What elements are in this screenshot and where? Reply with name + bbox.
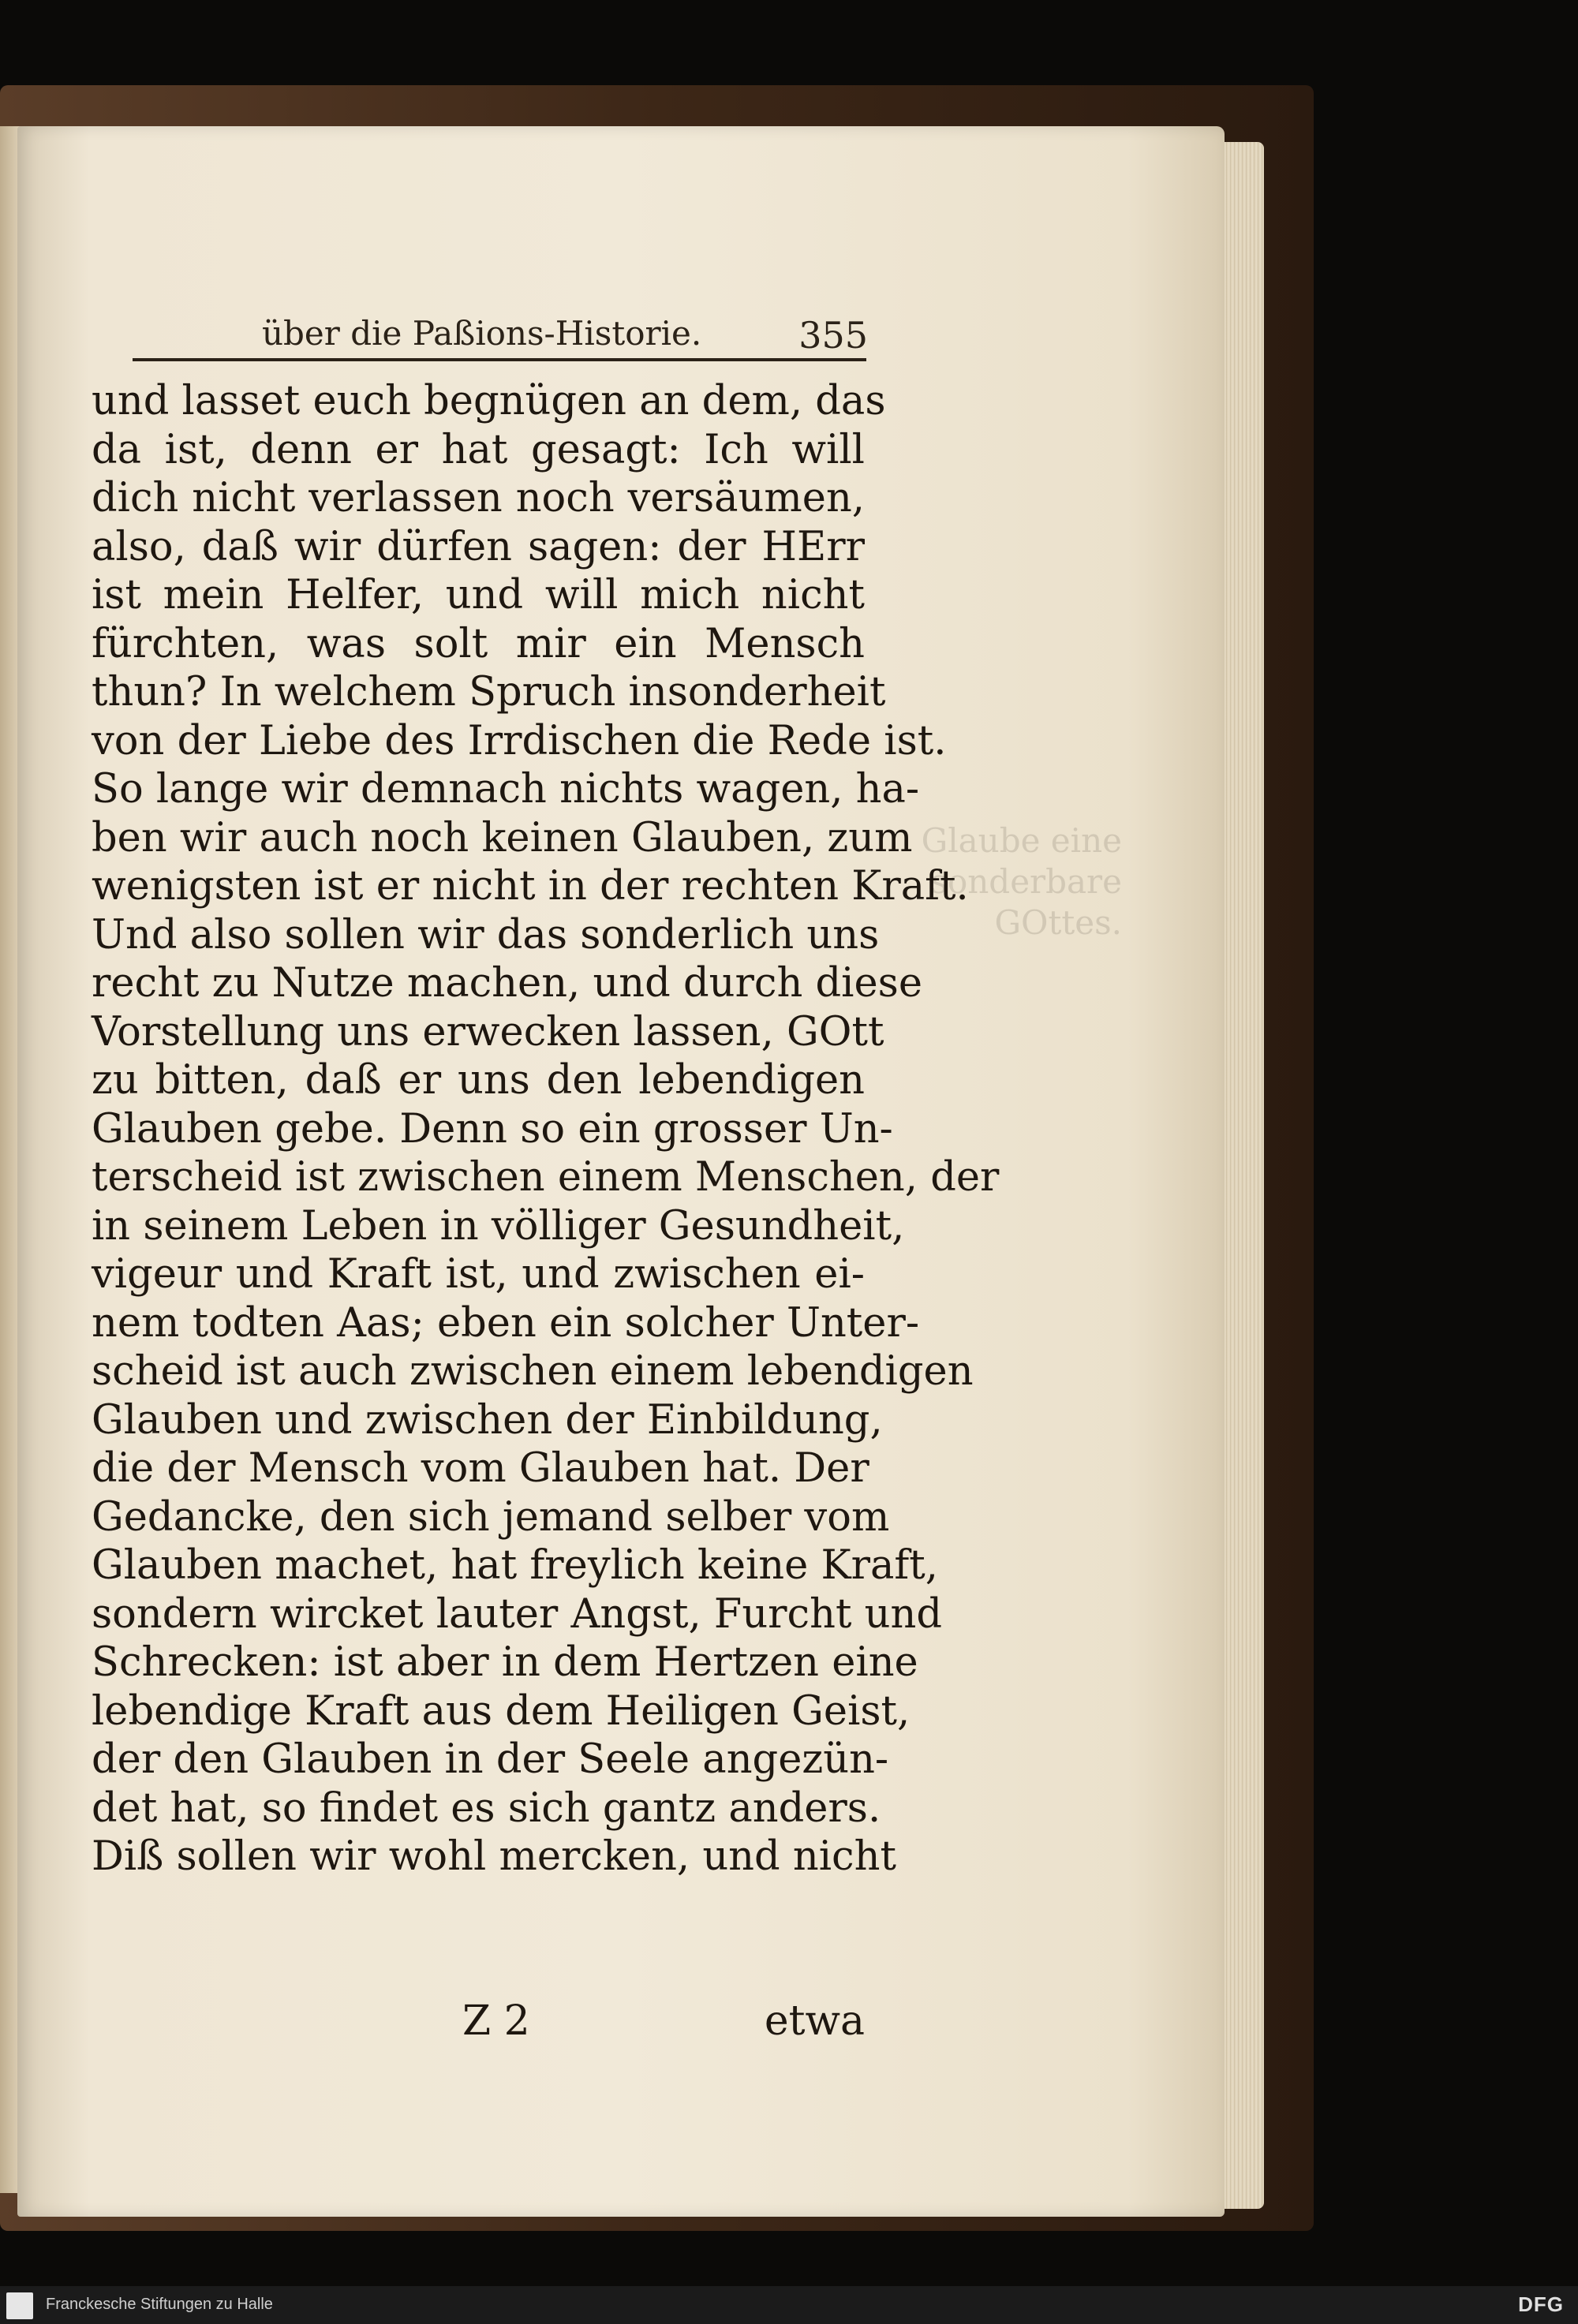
text-line: zu bitten, daß er uns den lebendigen <box>92 1057 865 1104</box>
text-line: thun? In welchem Spruch insonderheit <box>92 669 886 716</box>
footer-bar <box>0 2286 1578 2324</box>
text-line: Schrecken: ist aber in dem Hertzen eine <box>92 1639 918 1686</box>
text-line: der den Glauben in der Seele angezün- <box>92 1736 889 1783</box>
text-line: Glauben gebe. Denn so ein grosser Un- <box>92 1105 893 1153</box>
text-line: von der Liebe des Irrdischen die Rede ist. <box>92 717 947 764</box>
text-line: die der Mensch vom Glauben hat. Der <box>92 1445 869 1492</box>
dfg-logo: DFG <box>1518 2292 1564 2316</box>
text-line: Glauben machet, hat freylich keine Kraft, <box>92 1542 939 1589</box>
running-title: über die Paßions-Historie. <box>262 314 702 353</box>
text-line: vigeur und Kraft ist, und zwischen ei- <box>92 1251 865 1298</box>
text-line: in seinem Leben in völliger Gesundheit, <box>92 1202 905 1250</box>
text-line: dich nicht verlassen noch versäumen, <box>92 475 865 521</box>
page-header <box>134 314 868 361</box>
text-line: fürchten, was solt mir ein Mensch <box>92 620 865 667</box>
text-line: wenigsten ist er nicht in der rechten Kraft. <box>92 863 969 910</box>
catchline <box>92 1997 865 2045</box>
text-line: ist mein Helfer, und will mich nicht <box>92 572 865 618</box>
page-number: 355 <box>798 314 868 357</box>
text-line: Und also sollen wir das sonderlich uns <box>92 911 880 958</box>
text-line: da ist, denn er hat gesagt: Ich will <box>92 426 865 473</box>
text-line: ben wir auch noch keinen Glauben, zum <box>92 814 913 861</box>
show-through-text: Glaube eine sonderbare GOttes. <box>921 821 1122 942</box>
text-line: det hat, so findet es sich gantz anders. <box>92 1784 881 1832</box>
text-line: terscheid ist zwischen einem Menschen, der <box>92 1154 1000 1201</box>
catchword: etwa <box>764 1997 865 2045</box>
text-line: lebendige Kraft aus dem Heiligen Geist, <box>92 1687 911 1735</box>
text-line: Diß sollen wir wohl mercken, und nicht <box>92 1833 896 1880</box>
text-line: So lange wir demnach nichts wagen, ha- <box>92 766 920 813</box>
text-line: sondern wircket lauter Angst, Furcht und <box>92 1590 942 1638</box>
institution-logo-icon <box>6 2292 33 2319</box>
body-text <box>92 377 1000 1881</box>
header-rule <box>133 358 866 361</box>
text-line: recht zu Nutze machen, und durch diese <box>92 960 922 1007</box>
text-line: Vorstellung uns erwecken lassen, GOtt <box>92 1008 884 1056</box>
text-line: Glauben und zwischen der Einbildung, <box>92 1396 883 1444</box>
institution-name: Franckesche Stiftungen zu Halle <box>46 2296 273 2313</box>
text-line: also, daß wir dürfen sagen: der HErr <box>92 523 865 570</box>
text-line: nem todten Aas; eben ein solcher Unter- <box>92 1299 920 1347</box>
text-line: Gedancke, den sich jemand selber vom <box>92 1493 890 1541</box>
text-line: scheid ist auch zwischen einem lebendigen <box>92 1348 974 1395</box>
text-line: und lasset euch begnügen an dem, das <box>92 378 886 424</box>
signature-mark: Z 2 <box>462 1997 530 2045</box>
